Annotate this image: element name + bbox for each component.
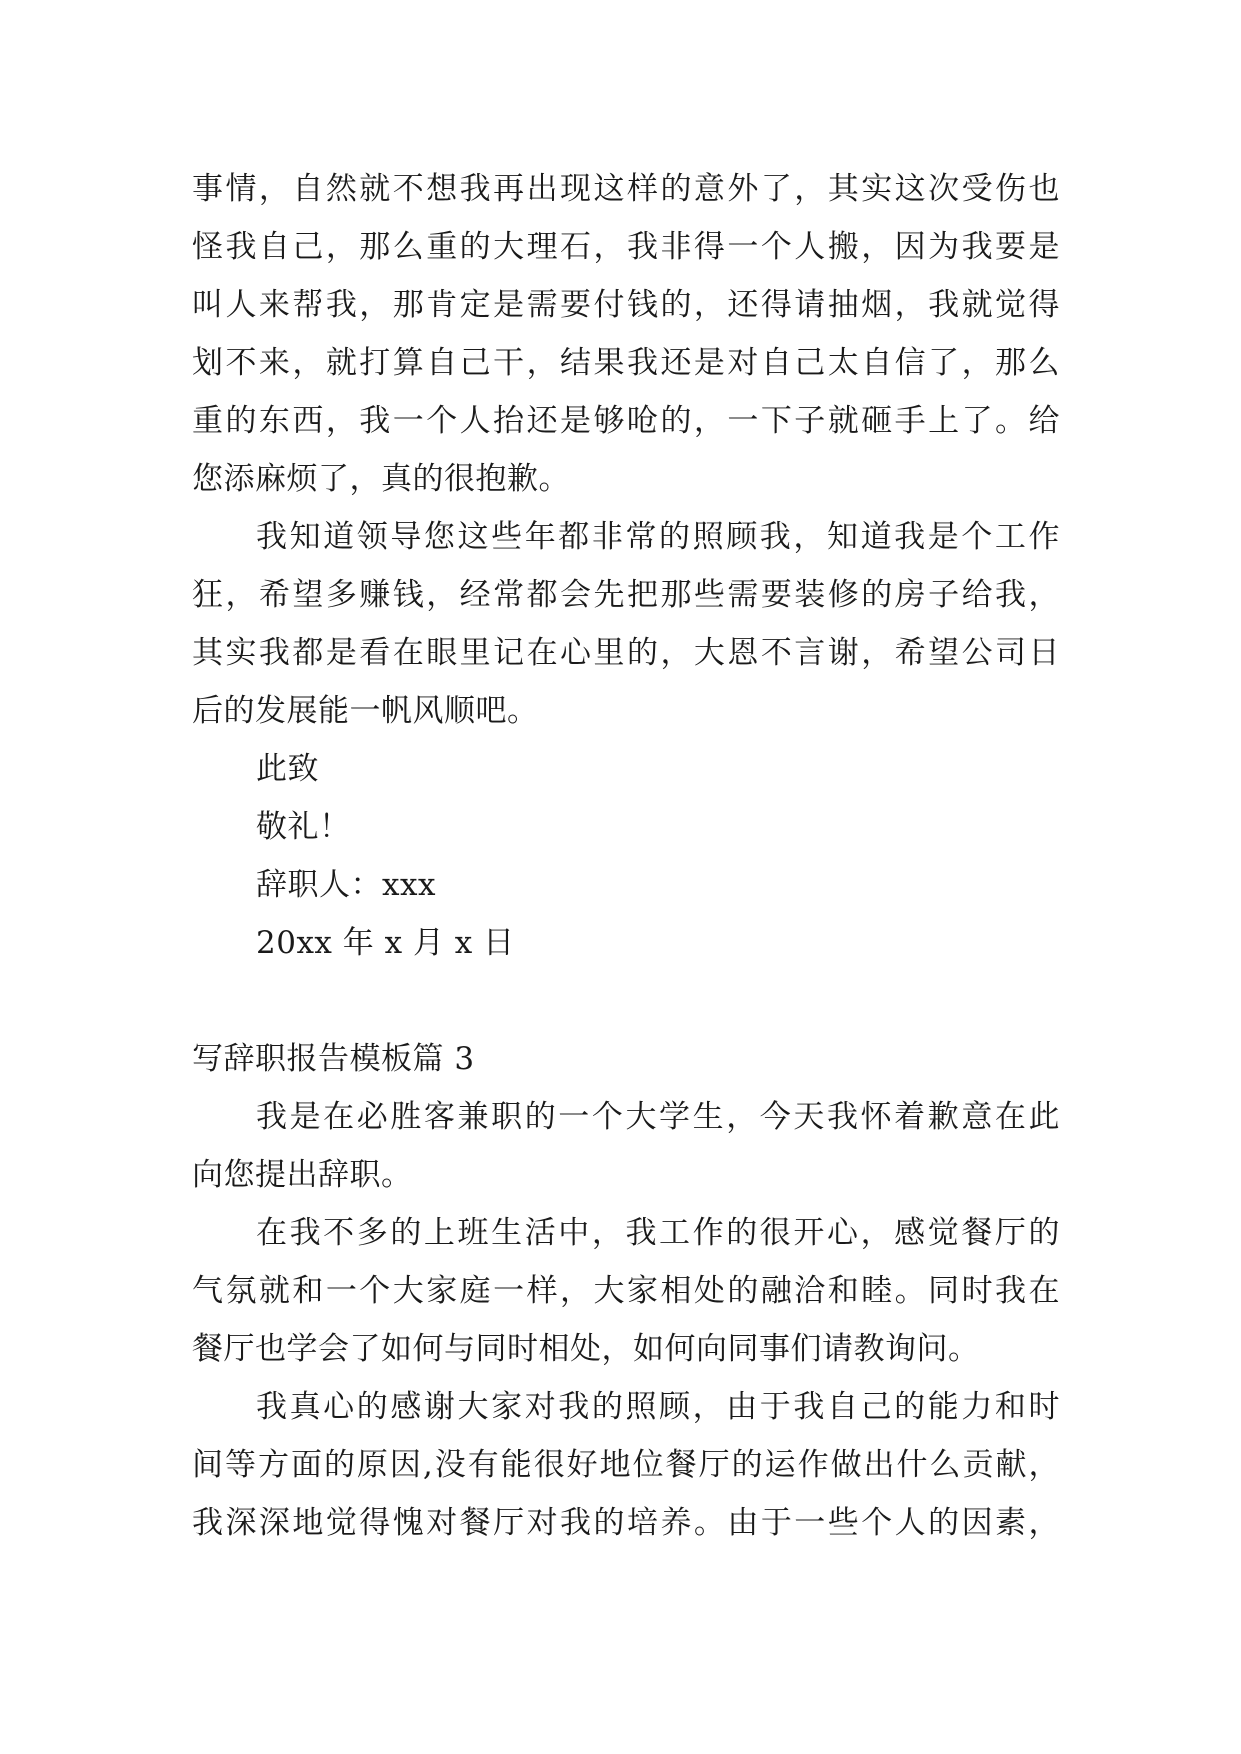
text-line: 向您提出辞职。 [192, 1157, 413, 1193]
paragraph [192, 160, 1060, 508]
paragraph [192, 508, 1060, 740]
date: 20xx 年 x 月 x 日 [256, 925, 515, 961]
text-line: 叫人来帮我，那肯定是需要付钱的，还得请抽烟，我就觉得 [192, 287, 1060, 323]
signature: 辞职人：xxx [256, 867, 436, 903]
text-line: 怪我自己，那么重的大理石，我非得一个人搬，因为我要是 [192, 229, 1060, 265]
text-line: 其实我都是看在眼里记在心里的，大恩不言谢，希望公司日 [192, 635, 1060, 671]
text-line: 气氛就和一个大家庭一样，大家相处的融洽和睦。同时我在 [192, 1273, 1060, 1309]
text-line: 划不来，就打算自己干，结果我还是对自己太自信了，那么 [192, 345, 1060, 381]
text-line: 我知道领导您这些年都非常的照顾我，知道我是个工作 [256, 519, 1060, 555]
text-line: 在我不多的上班生活中，我工作的很开心，感觉餐厅的 [256, 1215, 1060, 1251]
document-page [192, 160, 1060, 1552]
paragraph [192, 1378, 1060, 1552]
text-line: 我是在必胜客兼职的一个大学生，今天我怀着歉意在此 [256, 1099, 1060, 1135]
text-line: 您添麻烦了，真的很抱歉。 [192, 461, 570, 497]
text-line: 我真心的感谢大家对我的照顾，由于我自己的能力和时 [256, 1389, 1060, 1425]
text-line: 狂，希望多赚钱，经常都会先把那些需要装修的房子给我， [192, 577, 1060, 613]
spacer [192, 972, 1060, 1030]
text-line: 重的东西，我一个人抬还是够呛的，一下子就砸手上了。给 [192, 403, 1060, 439]
letter-closing [192, 740, 1060, 972]
section-heading: 写辞职报告模板篇 3 [192, 1041, 475, 1077]
salutation: 敬礼！ [256, 809, 351, 845]
text-line: 事情，自然就不想我再出现这样的意外了，其实这次受伤也 [192, 171, 1060, 207]
text-line: 餐厅也学会了如何与同时相处，如何向同事们请教询问。 [192, 1331, 980, 1367]
paragraph [192, 1088, 1060, 1204]
paragraph [192, 1204, 1060, 1378]
text-line: 后的发展能一帆风顺吧。 [192, 693, 539, 729]
salutation: 此致 [256, 751, 319, 787]
text-line: 间等方面的原因,没有能很好地位餐厅的运作做出什么贡献， [192, 1447, 1060, 1483]
text-line: 我深深地觉得愧对餐厅对我的培养。由于一些个人的因素， [192, 1505, 1060, 1541]
